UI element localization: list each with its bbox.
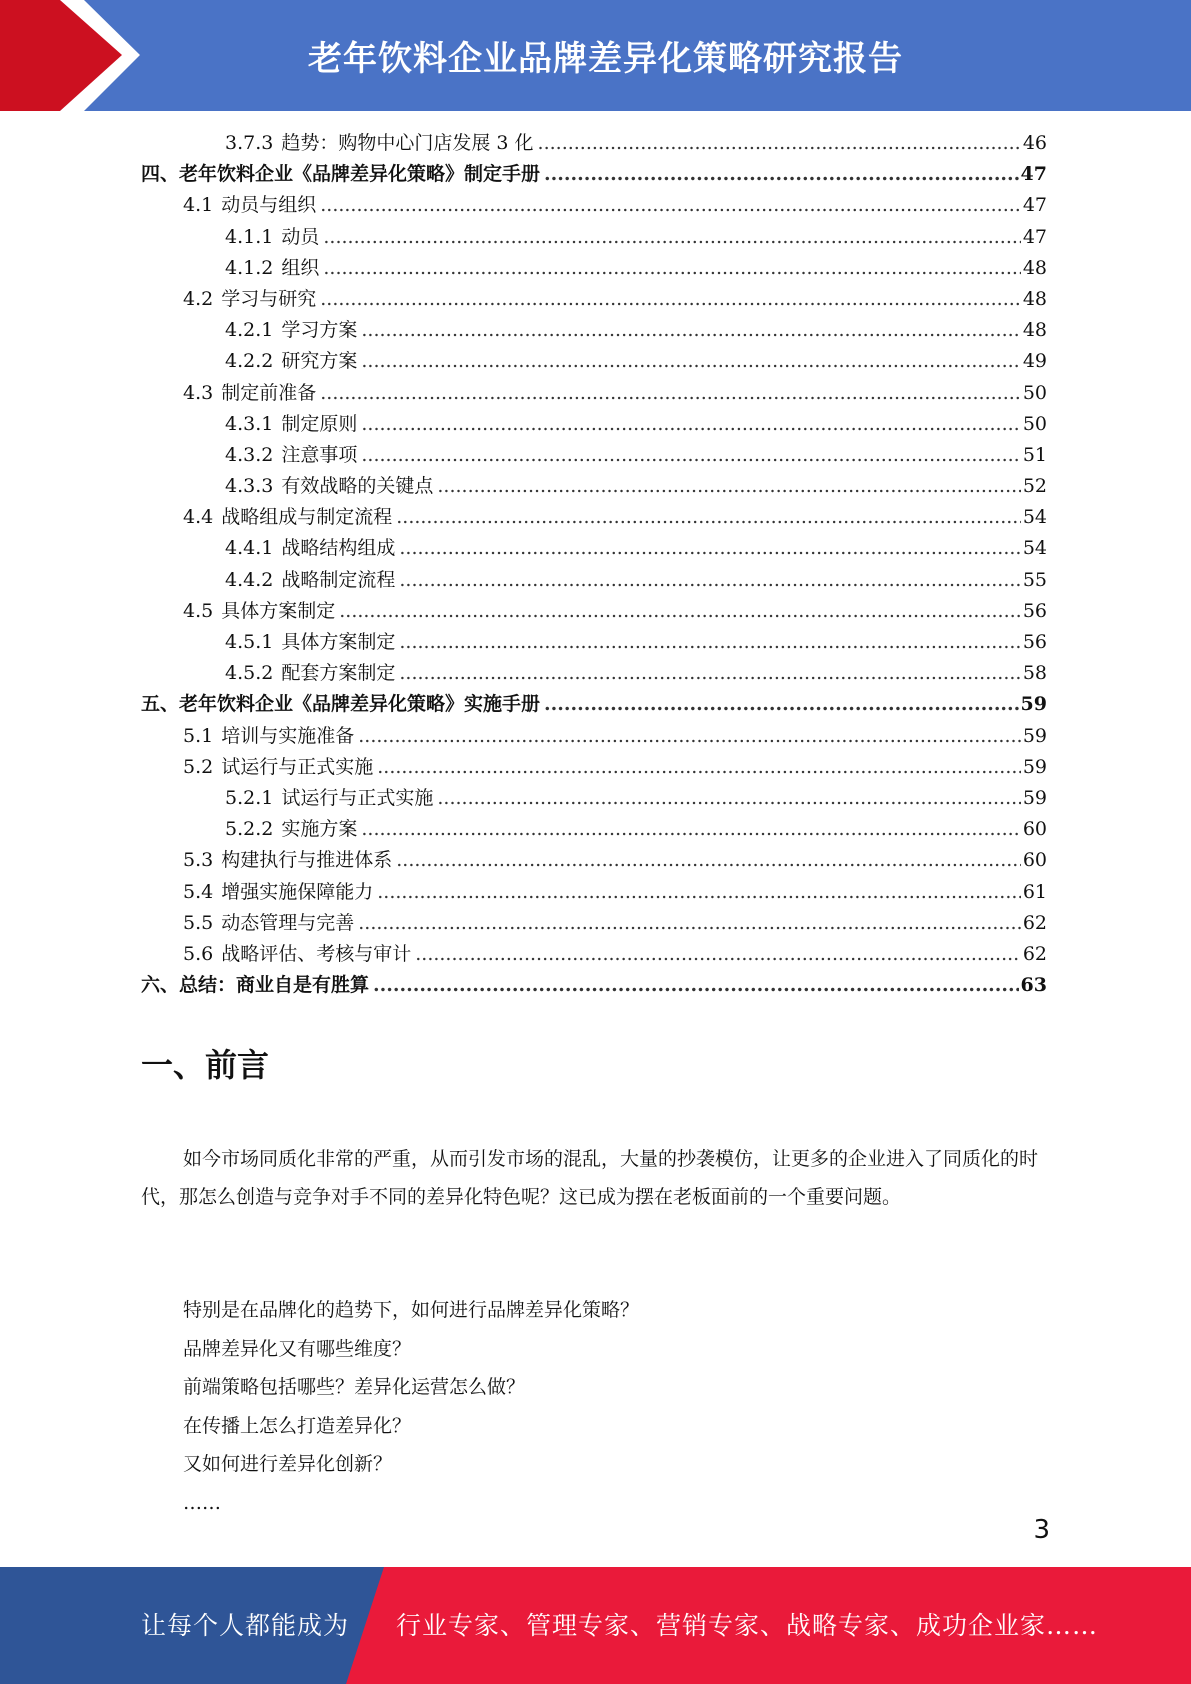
question-item: 品牌差异化又有哪些维度？	[183, 1337, 412, 1360]
toc-leader-dots	[361, 409, 1020, 440]
toc-leader-dots	[361, 346, 1020, 377]
toc-entry-page: 47	[1022, 225, 1047, 248]
toc-entry-page: 61	[1022, 880, 1047, 903]
toc-leader-dots	[399, 627, 1020, 658]
toc-entry[interactable]	[141, 378, 1047, 409]
toc-entry-page: 51	[1022, 443, 1047, 466]
toc-entry[interactable]	[141, 565, 1047, 596]
footer-slogan-right: 行业专家、管理专家、营销专家、战略专家、成功企业家……	[396, 1611, 1099, 1640]
toc-entry-label: 增强实施保障能力	[221, 880, 374, 903]
toc-entry-page: 50	[1022, 412, 1047, 435]
toc-entry-label: 研究方案	[281, 350, 358, 373]
toc-entry-label: 组织	[281, 256, 320, 279]
toc-entry-label: 学习与研究	[221, 287, 317, 310]
toc-leader-dots	[358, 721, 1021, 752]
report-title: 老年饮料企业品牌差异化策略研究报告	[308, 39, 903, 79]
toc-entry[interactable]	[141, 346, 1047, 377]
toc-entry[interactable]	[141, 721, 1047, 752]
toc-leader-dots	[437, 471, 1020, 502]
toc-entry-label: 有效战略的关键点	[281, 475, 434, 498]
toc-leader-dots	[373, 970, 1019, 1001]
toc-entry-page: 47	[1020, 163, 1047, 186]
table-of-contents	[141, 128, 1047, 1001]
toc-entry[interactable]	[141, 908, 1047, 939]
question-item: ……	[183, 1491, 221, 1514]
toc-entry-label: 试运行与正式实施	[281, 786, 434, 809]
toc-entry-number: 4.5	[183, 599, 214, 622]
toc-leader-dots	[323, 253, 1020, 284]
toc-entry-number: 4.4.2	[225, 568, 274, 591]
toc-entry[interactable]	[141, 159, 1047, 190]
toc-entry[interactable]	[141, 596, 1047, 627]
toc-entry-page: 52	[1022, 475, 1047, 498]
toc-entry-page: 55	[1022, 568, 1047, 591]
toc-leader-dots	[339, 596, 1021, 627]
toc-entry-number: 5.1	[183, 724, 214, 747]
toc-entry-label: 注意事项	[281, 443, 358, 466]
toc-entry-label: 五、老年饮料企业《品牌差异化策略》实施手册	[141, 693, 541, 716]
toc-entry-number: 4.3.3	[225, 475, 274, 498]
toc-entry-number: 4.2.2	[225, 350, 274, 373]
toc-entry-number: 4.5.2	[225, 662, 274, 685]
toc-entry-page: 59	[1022, 724, 1047, 747]
toc-entry[interactable]	[141, 814, 1047, 845]
question-list	[183, 1291, 1043, 1522]
toc-entry-page: 49	[1022, 350, 1047, 373]
toc-entry-label: 构建执行与推进体系	[221, 849, 393, 872]
toc-entry-label: 配套方案制定	[281, 662, 396, 685]
intro-paragraph: 如今市场同质化非常的严重，从而引发市场的混乱，大量的抄袭模仿，让更多的企业进入了同质化的时代，那怎么创造与竞争对手不同的差异化特色呢？这已成为摆在老板面前的一个重要问题。	[141, 1148, 1039, 1208]
toc-entry[interactable]	[141, 939, 1047, 970]
toc-entry-number: 5.3	[183, 849, 214, 872]
page-number: 3	[1033, 1515, 1050, 1545]
toc-entry-label: 具体方案制定	[281, 631, 396, 653]
page-header	[0, 0, 1191, 111]
toc-entry[interactable]	[141, 502, 1047, 533]
toc-entry-number: 4.1.1	[225, 225, 274, 248]
toc-leader-dots	[361, 814, 1020, 845]
toc-entry-label: 战略评估、考核与审计	[221, 942, 412, 965]
toc-entry[interactable]	[141, 845, 1047, 876]
toc-entry-label: 制定原则	[281, 412, 358, 435]
toc-leader-dots	[399, 565, 1020, 596]
toc-leader-dots	[361, 440, 1020, 471]
toc-entry-page: 59	[1022, 786, 1047, 809]
toc-entry-label: 具体方案制定	[221, 599, 336, 622]
toc-entry[interactable]	[141, 533, 1047, 564]
toc-entry-label: 制定前准备	[221, 381, 317, 404]
toc-entry[interactable]	[141, 190, 1047, 221]
toc-leader-dots	[377, 877, 1021, 908]
toc-entry-page: 54	[1022, 506, 1047, 529]
toc-entry-label: 培训与实施准备	[221, 724, 355, 747]
toc-entry-label: 动态管理与完善	[221, 911, 355, 934]
toc-entry-number: 4.1	[183, 194, 214, 217]
toc-leader-dots	[415, 939, 1021, 970]
toc-leader-dots	[399, 533, 1020, 564]
toc-entry[interactable]	[141, 752, 1047, 783]
toc-entry-page: 60	[1022, 818, 1047, 841]
toc-entry[interactable]	[141, 877, 1047, 908]
toc-entry-page: 60	[1022, 849, 1047, 872]
toc-entry[interactable]	[141, 128, 1047, 159]
toc-entry-number: 4.2.1	[225, 319, 274, 342]
toc-entry-number: 4.3.2	[225, 443, 274, 466]
toc-entry-label: 战略组成与制定流程	[221, 506, 393, 529]
toc-leader-dots	[544, 689, 1019, 720]
toc-entry-page: 62	[1022, 911, 1047, 934]
toc-entry[interactable]	[141, 409, 1047, 440]
toc-leader-dots	[320, 190, 1021, 221]
toc-entry[interactable]	[141, 658, 1047, 689]
toc-entry-label: 学习方案	[281, 319, 358, 342]
toc-entry-label: 四、老年饮料企业《品牌差异化策略》制定手册	[141, 163, 541, 186]
question-item: 前端策略包括哪些？差异化运营怎么做？	[183, 1376, 526, 1398]
toc-entry-page: 63	[1020, 974, 1047, 997]
toc-leader-dots	[320, 378, 1021, 409]
footer-slogan-left: 让每个人都能成为	[141, 1611, 350, 1640]
toc-entry[interactable]	[141, 284, 1047, 315]
toc-leader-dots	[320, 284, 1021, 315]
toc-leader-dots	[361, 315, 1020, 346]
section-heading: 一、前言	[141, 1046, 270, 1084]
toc-entry-number: 5.2.1	[225, 786, 274, 809]
toc-entry-number: 3.7.3	[225, 132, 274, 154]
toc-entry-label: 试运行与正式实施	[221, 755, 374, 778]
toc-entry-number: 4.4.1	[225, 537, 274, 560]
toc-leader-dots	[377, 752, 1021, 783]
toc-entry-label: 动员与组织	[221, 194, 317, 217]
toc-entry-number: 4.5.1	[225, 631, 274, 653]
toc-entry[interactable]	[141, 627, 1047, 658]
toc-entry-number: 4.3.1	[225, 412, 274, 435]
toc-entry-number: 4.4	[183, 506, 214, 529]
toc-entry[interactable]	[141, 222, 1047, 253]
toc-entry[interactable]	[141, 970, 1047, 1001]
toc-entry-page: 48	[1022, 256, 1047, 279]
toc-leader-dots	[538, 128, 1021, 159]
toc-entry-page: 46	[1022, 132, 1047, 154]
toc-leader-dots	[323, 222, 1020, 253]
toc-entry-number: 5.2.2	[225, 818, 274, 841]
toc-entry-page: 47	[1022, 194, 1047, 217]
toc-leader-dots	[358, 908, 1021, 939]
toc-entry[interactable]	[141, 783, 1047, 814]
toc-entry-page: 48	[1022, 287, 1047, 310]
toc-leader-dots	[437, 783, 1020, 814]
toc-entry-number: 5.4	[183, 880, 214, 903]
toc-entry-number: 4.3	[183, 381, 214, 404]
question-item: 在传播上怎么打造差异化？	[183, 1414, 412, 1437]
toc-entry-label: 实施方案	[281, 818, 358, 841]
toc-leader-dots	[396, 845, 1021, 876]
toc-entry-page: 58	[1022, 662, 1047, 685]
toc-leader-dots	[399, 658, 1020, 689]
toc-entry-label: 趋势：购物中心门店发展 3 化	[281, 132, 534, 154]
toc-entry-number: 5.6	[183, 942, 214, 965]
toc-entry[interactable]	[141, 689, 1047, 720]
question-item: 又如何进行差异化创新？	[183, 1453, 393, 1475]
toc-entry-number: 5.5	[183, 911, 214, 934]
toc-entry-page: 56	[1022, 599, 1047, 622]
question-item: 特别是在品牌化的趋势下，如何进行品牌差异化策略？	[183, 1299, 640, 1321]
toc-entry-page: 54	[1022, 537, 1047, 560]
toc-leader-dots	[544, 159, 1019, 190]
toc-entry[interactable]	[141, 440, 1047, 471]
toc-entry[interactable]	[141, 471, 1047, 502]
toc-entry[interactable]	[141, 315, 1047, 346]
toc-entry-page: 62	[1022, 942, 1047, 965]
toc-entry-number: 4.1.2	[225, 256, 274, 279]
toc-entry-label: 六、总结：商业自是有胜算	[141, 974, 370, 997]
page-footer	[0, 1567, 1191, 1684]
toc-entry-page: 48	[1022, 319, 1047, 342]
toc-leader-dots	[396, 502, 1021, 533]
toc-entry-number: 5.2	[183, 755, 214, 778]
toc-entry-page: 59	[1022, 755, 1047, 778]
toc-entry[interactable]	[141, 253, 1047, 284]
toc-entry-page: 56	[1022, 631, 1047, 653]
toc-entry-label: 战略结构组成	[281, 537, 396, 560]
toc-entry-label: 战略制定流程	[281, 568, 396, 591]
toc-entry-number: 4.2	[183, 287, 214, 310]
toc-entry-label: 动员	[281, 225, 320, 248]
toc-entry-page: 59	[1020, 693, 1047, 716]
toc-entry-page: 50	[1022, 381, 1047, 404]
